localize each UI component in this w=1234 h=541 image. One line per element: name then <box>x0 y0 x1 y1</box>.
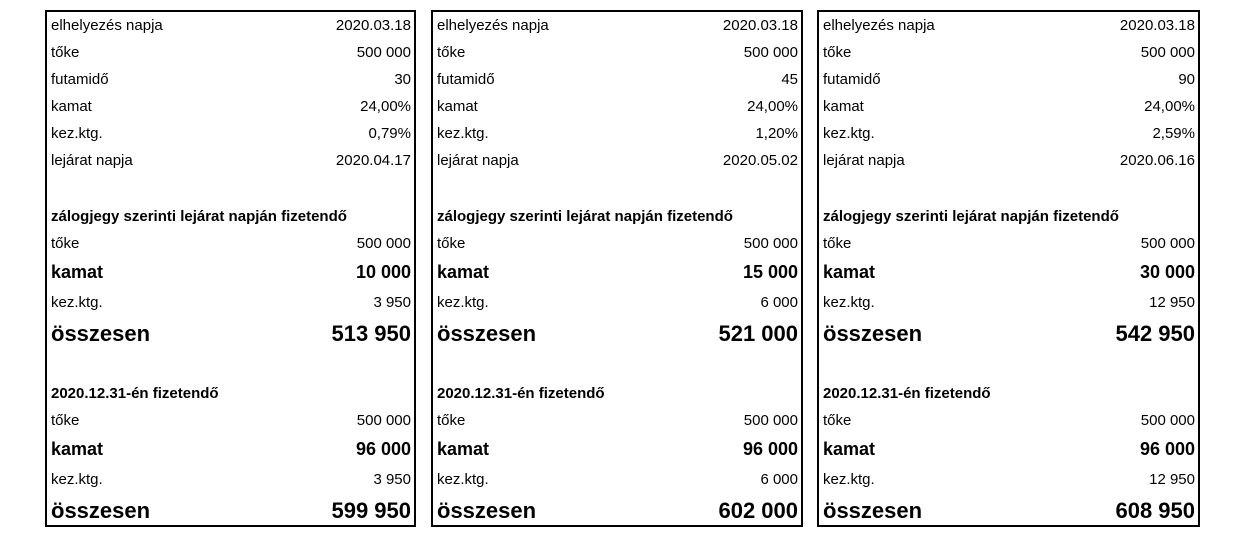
label: összesen <box>437 498 537 523</box>
value: 500 000 <box>1140 412 1195 429</box>
value: 500 000 <box>1140 44 1195 61</box>
label: lejárat napja <box>437 152 519 169</box>
value: 608 950 <box>1115 498 1195 523</box>
row-term <box>437 66 798 93</box>
value: 2020.03.18 <box>722 17 798 34</box>
value: 599 950 <box>331 498 411 523</box>
row-maturity-fee <box>437 289 798 316</box>
label: összesen <box>823 498 923 523</box>
label: elhelyezés napja <box>437 17 549 34</box>
label: kez.ktg. <box>51 471 103 488</box>
value: 513 950 <box>331 321 411 346</box>
label: összesen <box>437 321 537 346</box>
row-year-end-principal <box>437 407 798 434</box>
deposit-panel-30-days <box>45 10 416 527</box>
row-interest-rate <box>437 93 798 120</box>
label: kez.ktg. <box>51 125 103 142</box>
label: kamat <box>51 98 92 115</box>
value: 96 000 <box>355 438 411 459</box>
row-principal <box>823 39 1195 66</box>
label: tőke <box>437 412 466 429</box>
row-maturity-total <box>51 317 411 351</box>
heading: 2020.12.31-én fizetendő <box>51 385 219 402</box>
value: 0,79% <box>368 125 411 142</box>
label: tőke <box>51 412 80 429</box>
label: lejárat napja <box>51 152 133 169</box>
label: kez.ktg. <box>823 294 875 311</box>
value: 6 000 <box>760 294 798 311</box>
row-principal <box>437 39 798 66</box>
label: kez.ktg. <box>437 294 489 311</box>
heading: zálogjegy szerinti lejárat napján fizetendő <box>437 208 733 225</box>
value: 24,00% <box>1144 98 1195 115</box>
label: kamat <box>823 438 876 459</box>
value: 6 000 <box>760 471 798 488</box>
row-placement-date <box>823 12 1195 39</box>
label: tőke <box>823 412 852 429</box>
label: tőke <box>437 44 466 61</box>
label: kamat <box>437 261 490 282</box>
value: 24,00% <box>360 98 411 115</box>
value: 12 950 <box>1149 294 1195 311</box>
row-maturity-principal <box>437 230 798 257</box>
label: tőke <box>437 235 466 252</box>
row-year-end-principal <box>823 407 1195 434</box>
value: 45 <box>781 71 798 88</box>
row-placement-date <box>51 12 411 39</box>
value: 10 000 <box>355 261 411 282</box>
label: kez.ktg. <box>823 125 875 142</box>
row-interest-rate <box>51 93 411 120</box>
label: összesen <box>51 321 151 346</box>
row-year-end-principal <box>51 407 411 434</box>
row-maturity-total <box>437 317 798 351</box>
heading: zálogjegy szerinti lejárat napján fizetendő <box>823 208 1119 225</box>
row-year-end-total <box>437 494 798 528</box>
label: tőke <box>823 235 852 252</box>
value: 12 950 <box>1149 471 1195 488</box>
row-placement-date <box>437 12 798 39</box>
label: kamat <box>437 98 478 115</box>
value: 24,00% <box>747 98 798 115</box>
label: elhelyezés napja <box>51 17 163 34</box>
heading: 2020.12.31-én fizetendő <box>823 385 991 402</box>
section-heading-year-end <box>437 380 798 407</box>
value: 500 000 <box>356 44 411 61</box>
value: 96 000 <box>742 438 798 459</box>
row-maturity-date <box>437 147 798 174</box>
row-maturity-interest <box>823 257 1195 287</box>
value: 3 950 <box>373 294 411 311</box>
row-year-end-total <box>823 494 1195 528</box>
row-maturity-interest <box>51 257 411 287</box>
row-maturity-total <box>823 317 1195 351</box>
label: kez.ktg. <box>437 125 489 142</box>
section-heading-year-end <box>823 380 1195 407</box>
row-handling-fee-rate <box>823 120 1195 147</box>
row-maturity-date <box>823 147 1195 174</box>
value: 15 000 <box>742 261 798 282</box>
label: kez.ktg. <box>51 294 103 311</box>
value: 500 000 <box>743 44 798 61</box>
label: kez.ktg. <box>437 471 489 488</box>
section-heading-maturity <box>823 203 1195 230</box>
value: 1,20% <box>755 125 798 142</box>
row-handling-fee-rate <box>51 120 411 147</box>
value: 521 000 <box>718 321 798 346</box>
label: futamidő <box>51 71 109 88</box>
label: kez.ktg. <box>823 471 875 488</box>
section-heading-maturity <box>51 203 411 230</box>
row-principal <box>51 39 411 66</box>
label: tőke <box>823 44 852 61</box>
label: tőke <box>51 235 80 252</box>
label: futamidő <box>437 71 495 88</box>
value: 30 000 <box>1139 261 1195 282</box>
label: összesen <box>823 321 923 346</box>
label: lejárat napja <box>823 152 905 169</box>
row-maturity-fee <box>823 289 1195 316</box>
row-year-end-interest <box>823 434 1195 464</box>
row-maturity-interest <box>437 257 798 287</box>
value: 500 000 <box>743 235 798 252</box>
value: 542 950 <box>1115 321 1195 346</box>
label: kamat <box>437 438 490 459</box>
deposit-panel-45-days <box>431 10 803 527</box>
label: összesen <box>51 498 151 523</box>
section-heading-maturity <box>437 203 798 230</box>
value: 2020.04.17 <box>335 152 411 169</box>
label: tőke <box>51 44 80 61</box>
row-handling-fee-rate <box>437 120 798 147</box>
label: kamat <box>51 261 104 282</box>
value: 500 000 <box>1140 235 1195 252</box>
row-term <box>51 66 411 93</box>
value: 2,59% <box>1152 125 1195 142</box>
row-year-end-fee <box>437 466 798 493</box>
value: 3 950 <box>373 471 411 488</box>
heading: 2020.12.31-én fizetendő <box>437 385 605 402</box>
value: 500 000 <box>356 412 411 429</box>
value: 500 000 <box>356 235 411 252</box>
value: 30 <box>394 71 411 88</box>
value: 2020.03.18 <box>1119 17 1195 34</box>
deposit-panel-90-days <box>817 10 1200 527</box>
row-year-end-fee <box>51 466 411 493</box>
row-maturity-date <box>51 147 411 174</box>
row-year-end-interest <box>51 434 411 464</box>
value: 2020.03.18 <box>335 17 411 34</box>
value: 602 000 <box>718 498 798 523</box>
label: kamat <box>823 98 864 115</box>
row-maturity-principal <box>51 230 411 257</box>
row-interest-rate <box>823 93 1195 120</box>
heading: zálogjegy szerinti lejárat napján fizetendő <box>51 208 347 225</box>
row-year-end-fee <box>823 466 1195 493</box>
row-year-end-interest <box>437 434 798 464</box>
label: elhelyezés napja <box>823 17 935 34</box>
row-term <box>823 66 1195 93</box>
value: 500 000 <box>743 412 798 429</box>
value: 96 000 <box>1139 438 1195 459</box>
row-maturity-principal <box>823 230 1195 257</box>
row-maturity-fee <box>51 289 411 316</box>
label: kamat <box>823 261 876 282</box>
label: kamat <box>51 438 104 459</box>
value: 2020.06.16 <box>1119 152 1195 169</box>
label: futamidő <box>823 71 881 88</box>
value: 2020.05.02 <box>722 152 798 169</box>
value: 90 <box>1178 71 1195 88</box>
row-year-end-total <box>51 494 411 528</box>
section-heading-year-end <box>51 380 411 407</box>
